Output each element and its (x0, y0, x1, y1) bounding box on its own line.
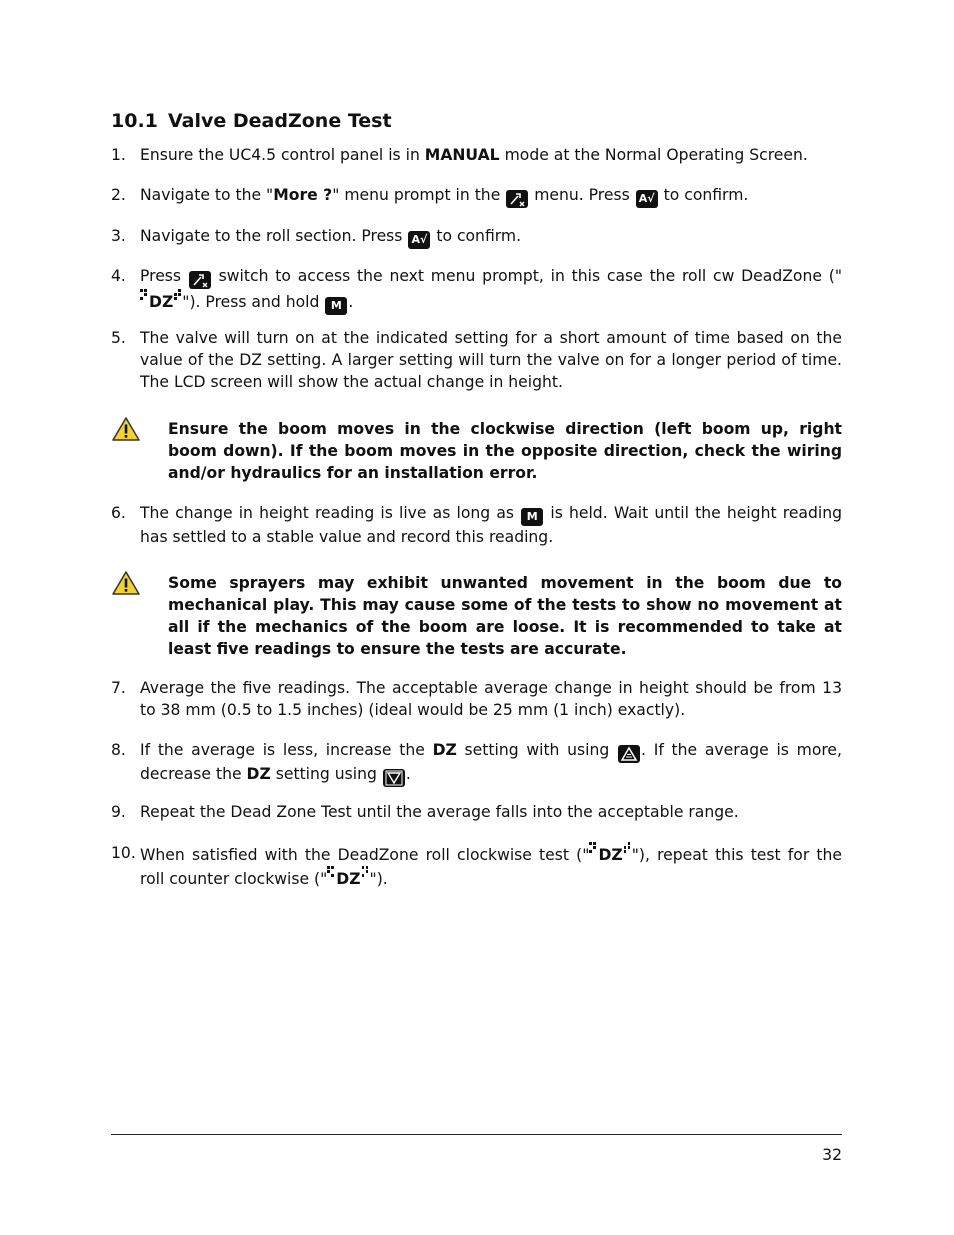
dz-cw-symbol: DZ (140, 293, 182, 311)
cw-dots-icon (140, 289, 149, 301)
section-number: 10.1 (111, 110, 158, 132)
up-arrow-key-icon (618, 745, 640, 763)
step-number: 1. (111, 146, 126, 164)
warning-triangle-icon (111, 416, 141, 448)
step-number: 9. (111, 803, 126, 821)
av-key-icon: A√ (408, 231, 430, 249)
warning-note: Ensure the boom moves in the clockwise direction (left boom up, right boom down). If the boom moves in the opposite direction, check the wiring and/or hydraulics for an installation error. (111, 418, 842, 484)
ccw-dots-icon (327, 866, 336, 878)
step-number: 2. (111, 186, 126, 204)
step-number: 8. (111, 741, 126, 759)
m-key-icon: M (325, 297, 347, 315)
step-number: 4. (111, 267, 126, 285)
wrench-key-icon (189, 271, 211, 289)
step-number: 5. (111, 329, 126, 347)
av-key-icon: A√ (636, 190, 658, 208)
ccw-dots-icon (361, 866, 370, 878)
page-number: 32 (822, 1146, 842, 1164)
warning-triangle-icon (111, 570, 141, 602)
section-heading (111, 110, 392, 132)
footer-divider (111, 1134, 842, 1135)
manual-mode-label: MANUAL (424, 146, 500, 164)
step-3: 3. Navigate to the roll section. Press A√ to confirm. (111, 225, 842, 249)
wrench-key-icon (506, 190, 528, 208)
step-8: 8. If the average is less, increase the DZ setting with using . If the average is more, decrease the DZ setting using . (111, 739, 842, 787)
m-key-icon: M (521, 508, 543, 526)
step-number: 6. (111, 504, 126, 522)
step-5: 5. The valve will turn on at the indicated setting for a short amount of time based on the value of the DZ setting. A larger setting will turn the valve on for a longer period of time. The LCD screen will show the actual change in height. (111, 329, 842, 391)
cw-dots-icon (173, 289, 182, 301)
more-prompt-label: More ? (273, 186, 333, 204)
section-title: Valve DeadZone Test (168, 110, 392, 132)
down-arrow-key-icon (383, 769, 405, 787)
warning-note: Some sprayers may exhibit unwanted movement in the boom due to mechanical play. This may cause some of the tests to show no movement at all if the mechanics of the boom are loose. It is recommended to take at least five readings to ensure the tests are accurate. (111, 572, 842, 660)
dz-ccw-symbol: DZ (327, 870, 369, 888)
step-10: 10. When satisfied with the DeadZone roll clockwise test (" DZ "), repeat this test for the roll counter clockwise (" DZ "). (111, 844, 842, 888)
step-9: 9. Repeat the Dead Zone Test until the average falls into the acceptable range. (111, 803, 739, 821)
step-4: 4. Press switch to access the next menu prompt, in this case the roll cw DeadZone (" DZ "). Press and hold M . (111, 265, 842, 315)
step-6: 6. The change in height reading is live as long as M is held. Wait until the height reading has settled to a stable value and record this reading. (111, 504, 842, 546)
cw-dots-icon (623, 842, 632, 854)
cw-dots-icon (589, 842, 598, 854)
step-1: 1. Ensure the UC4.5 control panel is in MANUAL mode at the Normal Operating Screen. (111, 146, 808, 164)
step-number: 3. (111, 227, 126, 245)
step-number: 10. (111, 844, 136, 862)
step-number: 7. (111, 679, 126, 697)
dz-cw-symbol: DZ (589, 846, 631, 864)
step-7: 7. Average the five readings. The acceptable average change in height should be from 13 to 38 mm (0.5 to 1.5 inches) (ideal would be 25 mm (1 inch) exactly). (111, 679, 842, 719)
step-2: 2. Navigate to the "More ?" menu prompt in the menu. Press A√ to confirm. (111, 184, 842, 208)
